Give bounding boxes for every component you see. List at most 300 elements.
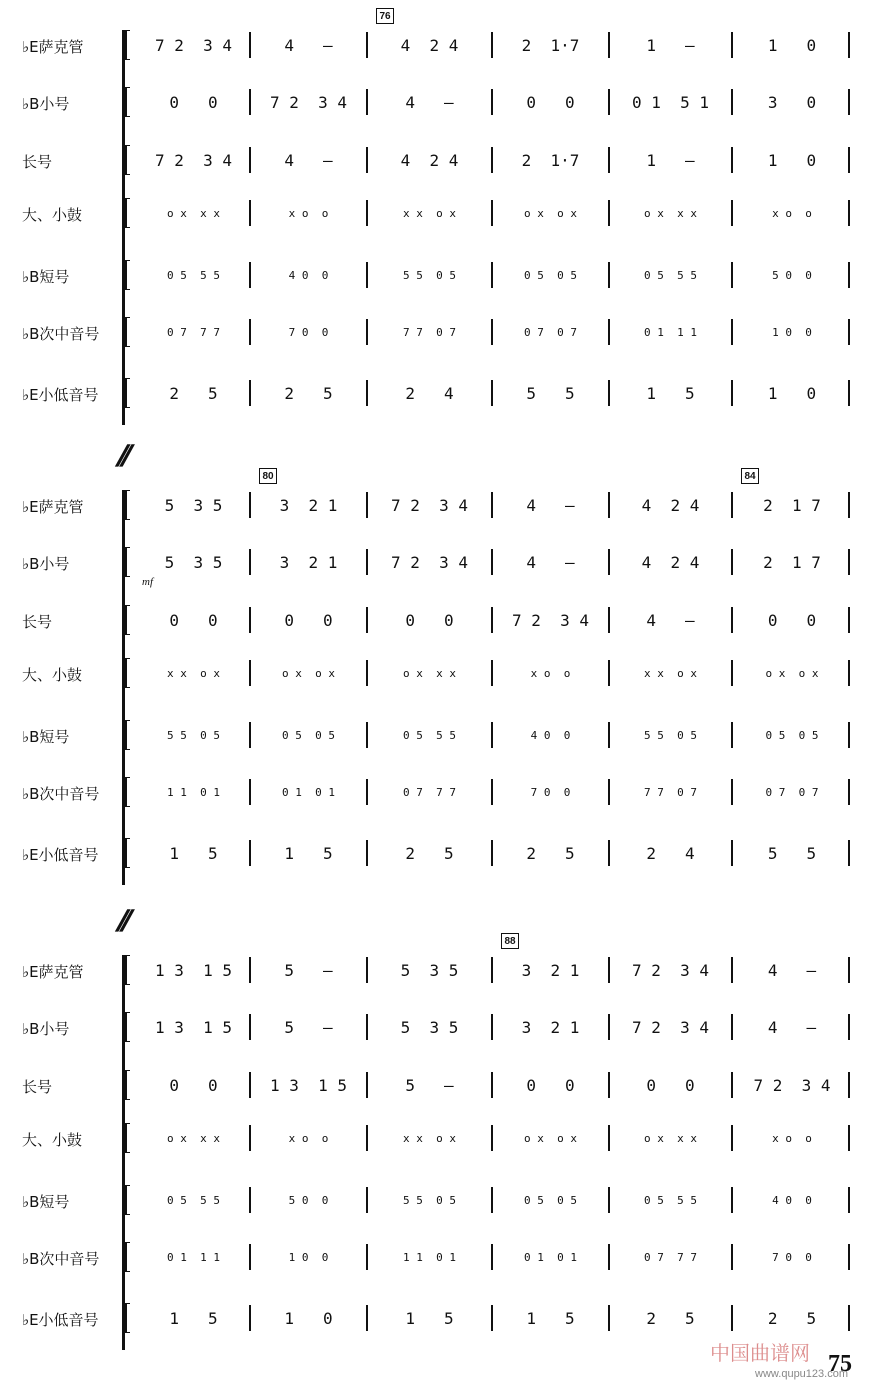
- jianpu-notes: 0 1 0 1: [282, 785, 335, 799]
- barline: [608, 1125, 610, 1151]
- barline: [848, 319, 850, 345]
- barline: [491, 607, 493, 633]
- barline: [249, 1014, 251, 1040]
- jianpu-notes: x o o: [288, 1131, 329, 1145]
- barline: [491, 32, 493, 58]
- measure: [735, 1123, 849, 1153]
- measure: [495, 145, 606, 175]
- jianpu-notes: 5 5 0 5: [167, 728, 220, 742]
- instrument-label: ♭B小号: [22, 555, 70, 573]
- jianpu-notes: 4 2 4: [641, 552, 700, 572]
- jianpu-notes: 0 7 0 7: [765, 785, 819, 799]
- measure: [140, 838, 247, 868]
- barline: [608, 957, 610, 983]
- measure: [370, 317, 489, 347]
- jianpu-notes: 4 0 0: [530, 728, 571, 742]
- barline: [848, 607, 850, 633]
- jianpu-notes: o x o x: [524, 206, 577, 220]
- barline: [249, 1187, 251, 1213]
- barline: [366, 957, 368, 983]
- jianpu-notes: 5 0 0: [772, 268, 812, 282]
- barline: [249, 200, 251, 226]
- measure: [612, 838, 729, 868]
- instrument-label: ♭B短号: [22, 728, 70, 746]
- instrument-label: 大、小鼓: [22, 666, 83, 684]
- barline: [848, 32, 850, 58]
- instrument-label: ♭B短号: [22, 1193, 70, 1211]
- barline: [491, 1305, 493, 1331]
- barline: [731, 1305, 733, 1331]
- staff-row: [0, 605, 870, 635]
- barline: [731, 779, 733, 805]
- measure: [735, 720, 849, 750]
- jianpu-notes: x o o: [772, 206, 812, 220]
- staff-bracket: [124, 658, 130, 688]
- barline: [608, 89, 610, 115]
- jianpu-notes: 0 7 7 7: [644, 1250, 697, 1264]
- jianpu-notes: 7 2 3 4: [154, 150, 233, 170]
- staff-row: [0, 198, 870, 228]
- measure: [495, 1185, 606, 1215]
- measure: [140, 145, 247, 175]
- staff-row: [0, 1185, 870, 1215]
- barline: [848, 779, 850, 805]
- measure: [612, 720, 729, 750]
- barline: [366, 607, 368, 633]
- barline: [491, 319, 493, 345]
- staff-bracket: [124, 720, 130, 750]
- measure: [253, 30, 364, 60]
- jianpu-notes: 2 5: [767, 1308, 817, 1328]
- barline: [608, 1244, 610, 1270]
- measure: [140, 1070, 247, 1100]
- barline: [366, 779, 368, 805]
- barline: [731, 957, 733, 983]
- barline: [731, 319, 733, 345]
- barline: [366, 722, 368, 748]
- barline: [848, 262, 850, 288]
- barline: [608, 722, 610, 748]
- jianpu-notes: 0 0: [526, 92, 575, 112]
- rehearsal-mark: 80: [259, 468, 277, 484]
- measure: [735, 87, 849, 117]
- jianpu-notes: 1 3 1 5: [269, 1075, 348, 1095]
- jianpu-notes: 1 5: [169, 1308, 218, 1328]
- instrument-label: ♭B小号: [22, 1020, 70, 1038]
- jianpu-notes: 4 2 4: [641, 495, 700, 515]
- jianpu-notes: 7 7 0 7: [644, 785, 697, 799]
- instrument-label: ♭E小低音号: [22, 386, 99, 404]
- jianpu-notes: 7 2 3 4: [753, 1075, 831, 1095]
- barline: [731, 722, 733, 748]
- barline: [848, 200, 850, 226]
- measure: [612, 1185, 729, 1215]
- jianpu-notes: 5 5 0 5: [403, 268, 456, 282]
- measure: [140, 955, 247, 985]
- barline: [249, 1244, 251, 1270]
- watermark-brand: 中国曲谱网: [710, 1341, 810, 1365]
- barline: [848, 147, 850, 173]
- measure: [612, 260, 729, 290]
- barline: [366, 1187, 368, 1213]
- jianpu-notes: 5 3 5: [164, 495, 223, 515]
- barline: [731, 89, 733, 115]
- barline: [608, 32, 610, 58]
- jianpu-notes: 3 2 1: [279, 552, 338, 572]
- measure: [140, 490, 247, 520]
- jianpu-notes: 0 5 5 5: [403, 728, 456, 742]
- jianpu-notes: 1 0 0: [288, 1250, 329, 1264]
- jianpu-notes: 1 –: [646, 150, 695, 170]
- barline: [731, 1072, 733, 1098]
- barline: [491, 1125, 493, 1151]
- jianpu-notes: 0 0: [767, 610, 817, 630]
- measure: [735, 198, 849, 228]
- jianpu-notes: o x x x: [644, 1131, 697, 1145]
- barline: [491, 492, 493, 518]
- measure: [612, 1242, 729, 1272]
- measure: [612, 1123, 729, 1153]
- measure: [735, 1242, 849, 1272]
- barline: [491, 660, 493, 686]
- staff-bracket: [124, 30, 130, 60]
- barline: [366, 380, 368, 406]
- barline: [848, 722, 850, 748]
- barline: [366, 1305, 368, 1331]
- measure: [495, 30, 606, 60]
- measure: [253, 720, 364, 750]
- barline: [491, 262, 493, 288]
- staff-bracket: [124, 87, 130, 117]
- staff-row: [0, 30, 870, 60]
- measure: [735, 838, 849, 868]
- measure: [495, 838, 606, 868]
- barline: [848, 840, 850, 866]
- barline: [249, 262, 251, 288]
- measure: [495, 658, 606, 688]
- barline: [848, 1072, 850, 1098]
- barline: [608, 1072, 610, 1098]
- barline: [491, 957, 493, 983]
- staff-row: [0, 87, 870, 117]
- jianpu-notes: 5 5 0 5: [644, 728, 697, 742]
- staff-row: [0, 658, 870, 688]
- rehearsal-mark: 88: [501, 933, 519, 949]
- measure: [612, 777, 729, 807]
- watermark-url: www.qupu123.com: [755, 1368, 848, 1380]
- rehearsal-mark: 76: [376, 8, 394, 24]
- barline: [848, 89, 850, 115]
- measure: [253, 260, 364, 290]
- measure: [370, 605, 489, 635]
- staff-bracket: [124, 955, 130, 985]
- jianpu-notes: 0 0: [405, 610, 454, 630]
- staff-row: [0, 547, 870, 577]
- measure: [370, 720, 489, 750]
- jianpu-notes: 0 5 5 5: [167, 268, 220, 282]
- jianpu-notes: 2 5: [284, 383, 333, 403]
- jianpu-notes: 0 5 0 5: [524, 1193, 577, 1207]
- barline: [491, 722, 493, 748]
- measure: [140, 1185, 247, 1215]
- jianpu-notes: x x o x: [403, 206, 456, 220]
- measure: [370, 547, 489, 577]
- barline: [249, 89, 251, 115]
- staff-bracket: [124, 145, 130, 175]
- barline: [491, 779, 493, 805]
- jianpu-notes: 5 0 0: [288, 1193, 329, 1207]
- instrument-label: ♭B次中音号: [22, 1250, 100, 1268]
- barline: [731, 1014, 733, 1040]
- barline: [731, 549, 733, 575]
- barline: [366, 1014, 368, 1040]
- instrument-label: ♭E小低音号: [22, 1311, 99, 1329]
- rehearsal-mark: 84: [741, 468, 759, 484]
- jianpu-notes: 7 2 3 4: [511, 610, 590, 630]
- measure: [495, 720, 606, 750]
- measure: [735, 317, 849, 347]
- barline: [731, 262, 733, 288]
- jianpu-notes: x x o x: [644, 666, 697, 680]
- jianpu-notes: x x o x: [403, 1131, 456, 1145]
- system-break-mark: //: [112, 905, 133, 938]
- measure: [495, 490, 606, 520]
- staff-bracket: [124, 1242, 130, 1272]
- measure: [612, 955, 729, 985]
- jianpu-notes: 7 2 3 4: [154, 35, 233, 55]
- instrument-label: 大、小鼓: [22, 1131, 83, 1149]
- jianpu-notes: o x x x: [644, 206, 697, 220]
- measure: [140, 378, 247, 408]
- barline: [249, 492, 251, 518]
- instrument-label: 长号: [22, 1078, 53, 1096]
- jianpu-notes: 1 5: [169, 843, 218, 863]
- measure: [140, 1303, 247, 1333]
- instrument-label: ♭E萨克管: [22, 498, 84, 516]
- barline: [249, 380, 251, 406]
- jianpu-notes: 5 –: [284, 1017, 333, 1037]
- measure: [253, 145, 364, 175]
- measure: [253, 777, 364, 807]
- staff-row: [0, 378, 870, 408]
- jianpu-notes: x o o: [530, 666, 571, 680]
- measure: [370, 87, 489, 117]
- staff-row: [0, 260, 870, 290]
- barline: [366, 492, 368, 518]
- jianpu-notes: 0 0: [526, 1075, 575, 1095]
- measure: [140, 658, 247, 688]
- staff-bracket: [124, 260, 130, 290]
- jianpu-notes: 4 –: [767, 1017, 817, 1037]
- staff-row: [0, 777, 870, 807]
- measure: [612, 658, 729, 688]
- barline: [731, 840, 733, 866]
- barline: [249, 549, 251, 575]
- barline: [366, 1244, 368, 1270]
- jianpu-notes: 7 0 0: [772, 1250, 812, 1264]
- barline: [491, 380, 493, 406]
- measure: [253, 605, 364, 635]
- measure: [495, 87, 606, 117]
- staff-bracket: [124, 547, 130, 577]
- measure: [495, 1123, 606, 1153]
- page-number: 75: [828, 1351, 852, 1377]
- staff-row: [0, 1123, 870, 1153]
- measure: [735, 777, 849, 807]
- jianpu-notes: 1 0: [284, 1308, 333, 1328]
- measure: [253, 658, 364, 688]
- jianpu-notes: 5 5: [526, 383, 575, 403]
- jianpu-notes: 4 0 0: [772, 1193, 812, 1207]
- staff-bracket: [124, 1185, 130, 1215]
- barline: [731, 147, 733, 173]
- measure: [253, 547, 364, 577]
- jianpu-notes: 1 1 0 1: [403, 1250, 456, 1264]
- barline: [366, 840, 368, 866]
- jianpu-notes: 4 2 4: [400, 35, 459, 55]
- jianpu-notes: 4 –: [767, 960, 817, 980]
- measure: [612, 605, 729, 635]
- jianpu-notes: o x o x: [282, 666, 335, 680]
- measure: [370, 30, 489, 60]
- measure: [495, 260, 606, 290]
- measure: [140, 777, 247, 807]
- staff-row: [0, 317, 870, 347]
- barline: [491, 1072, 493, 1098]
- jianpu-notes: x x o x: [167, 666, 220, 680]
- barline: [491, 89, 493, 115]
- barline: [608, 262, 610, 288]
- barline: [848, 957, 850, 983]
- staff-row: [0, 955, 870, 985]
- staff-row: [0, 1242, 870, 1272]
- barline: [608, 200, 610, 226]
- barline: [249, 840, 251, 866]
- barline: [731, 607, 733, 633]
- jianpu-notes: 7 7 0 7: [403, 325, 456, 339]
- jianpu-notes: 2 4: [646, 843, 695, 863]
- jianpu-notes: 1 0: [767, 383, 817, 403]
- jianpu-notes: 5 3 5: [400, 960, 459, 980]
- barline: [366, 1072, 368, 1098]
- jianpu-notes: 2 5: [646, 1308, 695, 1328]
- jianpu-notes: 2 1·7: [521, 150, 580, 170]
- staff-row: [0, 1303, 870, 1333]
- jianpu-notes: x o o: [772, 1131, 812, 1145]
- barline: [608, 660, 610, 686]
- barline: [608, 607, 610, 633]
- measure: [370, 378, 489, 408]
- measure: [612, 87, 729, 117]
- barline: [491, 549, 493, 575]
- jianpu-notes: 0 7 7 7: [167, 325, 220, 339]
- jianpu-notes: 0 5 0 5: [765, 728, 819, 742]
- barline: [608, 1014, 610, 1040]
- staff-row: [0, 1070, 870, 1100]
- measure: [495, 777, 606, 807]
- measure: [735, 658, 849, 688]
- measure: [253, 1185, 364, 1215]
- jianpu-notes: 1 5: [646, 383, 695, 403]
- barline: [249, 32, 251, 58]
- barline: [731, 492, 733, 518]
- jianpu-notes: 1 3 1 5: [154, 1017, 233, 1037]
- jianpu-notes: 0 0: [169, 610, 218, 630]
- measure: [370, 1185, 489, 1215]
- barline: [366, 32, 368, 58]
- staff-bracket: [124, 1070, 130, 1100]
- staff-bracket: [124, 605, 130, 635]
- barline: [608, 840, 610, 866]
- barline: [731, 1244, 733, 1270]
- barline: [608, 147, 610, 173]
- measure: [735, 1070, 849, 1100]
- jianpu-notes: 0 7 7 7: [403, 785, 456, 799]
- jianpu-notes: 3 2 1: [521, 960, 580, 980]
- jianpu-notes: 1 1 0 1: [167, 785, 220, 799]
- measure: [735, 1012, 849, 1042]
- measure: [612, 547, 729, 577]
- staff-bracket: [124, 838, 130, 868]
- barline: [249, 607, 251, 633]
- barline: [608, 492, 610, 518]
- barline: [249, 660, 251, 686]
- measure: [140, 87, 247, 117]
- barline: [249, 957, 251, 983]
- measure: [140, 1123, 247, 1153]
- measure: [495, 1242, 606, 1272]
- measure: [140, 260, 247, 290]
- measure: [370, 838, 489, 868]
- jianpu-notes: 0 1 1 1: [167, 1250, 220, 1264]
- instrument-label: 长号: [22, 153, 53, 171]
- barline: [848, 380, 850, 406]
- measure: [370, 955, 489, 985]
- instrument-label: ♭E小低音号: [22, 846, 99, 864]
- jianpu-notes: 4 –: [405, 92, 454, 112]
- measure: [253, 198, 364, 228]
- jianpu-notes: o x x x: [167, 206, 220, 220]
- barline: [848, 1305, 850, 1331]
- measure: [140, 1012, 247, 1042]
- measure: [735, 1303, 849, 1333]
- measure: [495, 198, 606, 228]
- barline: [366, 200, 368, 226]
- jianpu-notes: o x x x: [403, 666, 456, 680]
- measure: [495, 605, 606, 635]
- measure: [253, 87, 364, 117]
- staff-row: [0, 1012, 870, 1042]
- measure: [370, 490, 489, 520]
- barline: [848, 1014, 850, 1040]
- measure: [140, 720, 247, 750]
- barline: [366, 549, 368, 575]
- barline: [249, 1125, 251, 1151]
- measure: [495, 1070, 606, 1100]
- measure: [495, 1303, 606, 1333]
- jianpu-notes: 0 5 0 5: [524, 268, 577, 282]
- staff-row: [0, 490, 870, 520]
- staff-bracket: [124, 490, 130, 520]
- jianpu-notes: o x o x: [765, 666, 819, 680]
- jianpu-notes: 0 0: [169, 92, 218, 112]
- barline: [608, 1187, 610, 1213]
- measure: [612, 30, 729, 60]
- measure: [612, 1303, 729, 1333]
- staff-bracket: [124, 1303, 130, 1333]
- measure: [495, 955, 606, 985]
- barline: [249, 1072, 251, 1098]
